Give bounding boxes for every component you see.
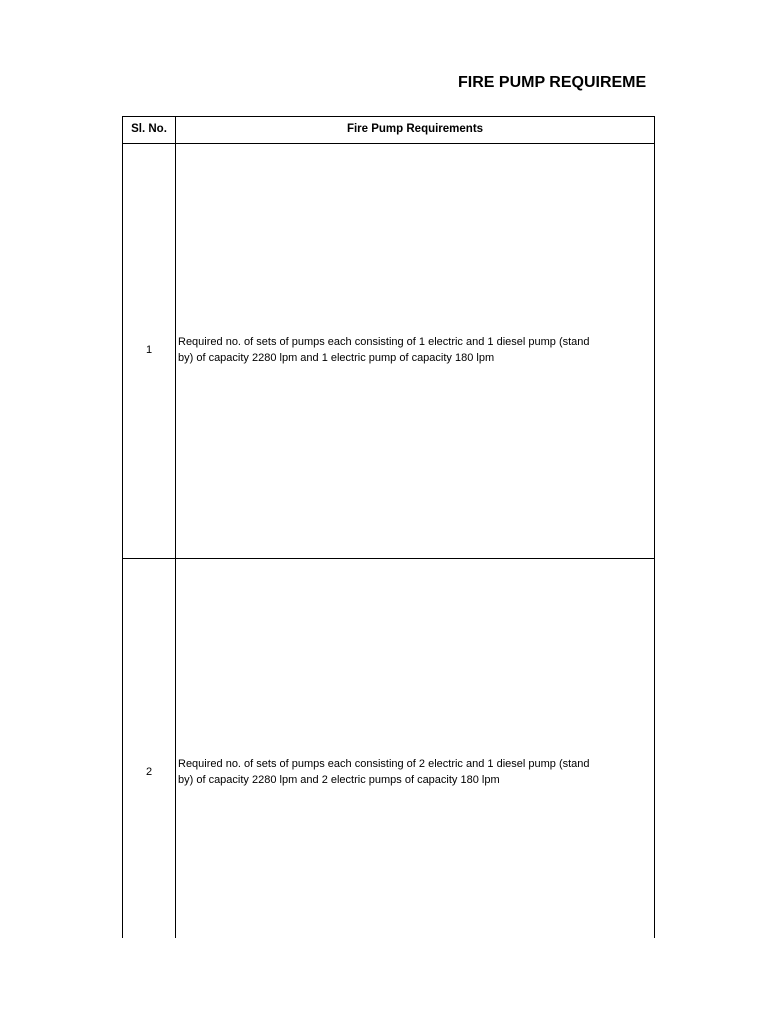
row-divider <box>122 558 655 559</box>
row-2-sl-no: 2 <box>145 766 153 778</box>
row-2-requirement-line-2: by) of capacity 2280 lpm and 2 electric pumps of capacity 180 lpm <box>178 774 500 786</box>
header-fire-pump-requirements: Fire Pump Requirements <box>346 123 484 135</box>
table-border-right <box>654 116 655 938</box>
table-border-left <box>122 116 123 938</box>
header-divider <box>122 143 655 144</box>
row-2-requirement-line-1: Required no. of sets of pumps each consisting of 2 electric and 1 diesel pump (stand <box>178 758 590 770</box>
row-1-requirement-line-2: by) of capacity 2280 lpm and 1 electric pump of capacity 180 lpm <box>178 352 495 364</box>
table-border-top <box>122 116 655 117</box>
row-1-requirement-line-1: Required no. of sets of pumps each consisting of 1 electric and 1 diesel pump (stand <box>178 336 590 348</box>
row-1-sl-no: 1 <box>145 344 153 356</box>
header-sl-no: Sl. No. <box>131 123 167 135</box>
page-title: FIRE PUMP REQUIREME <box>458 74 647 91</box>
table-column-divider <box>175 116 176 938</box>
